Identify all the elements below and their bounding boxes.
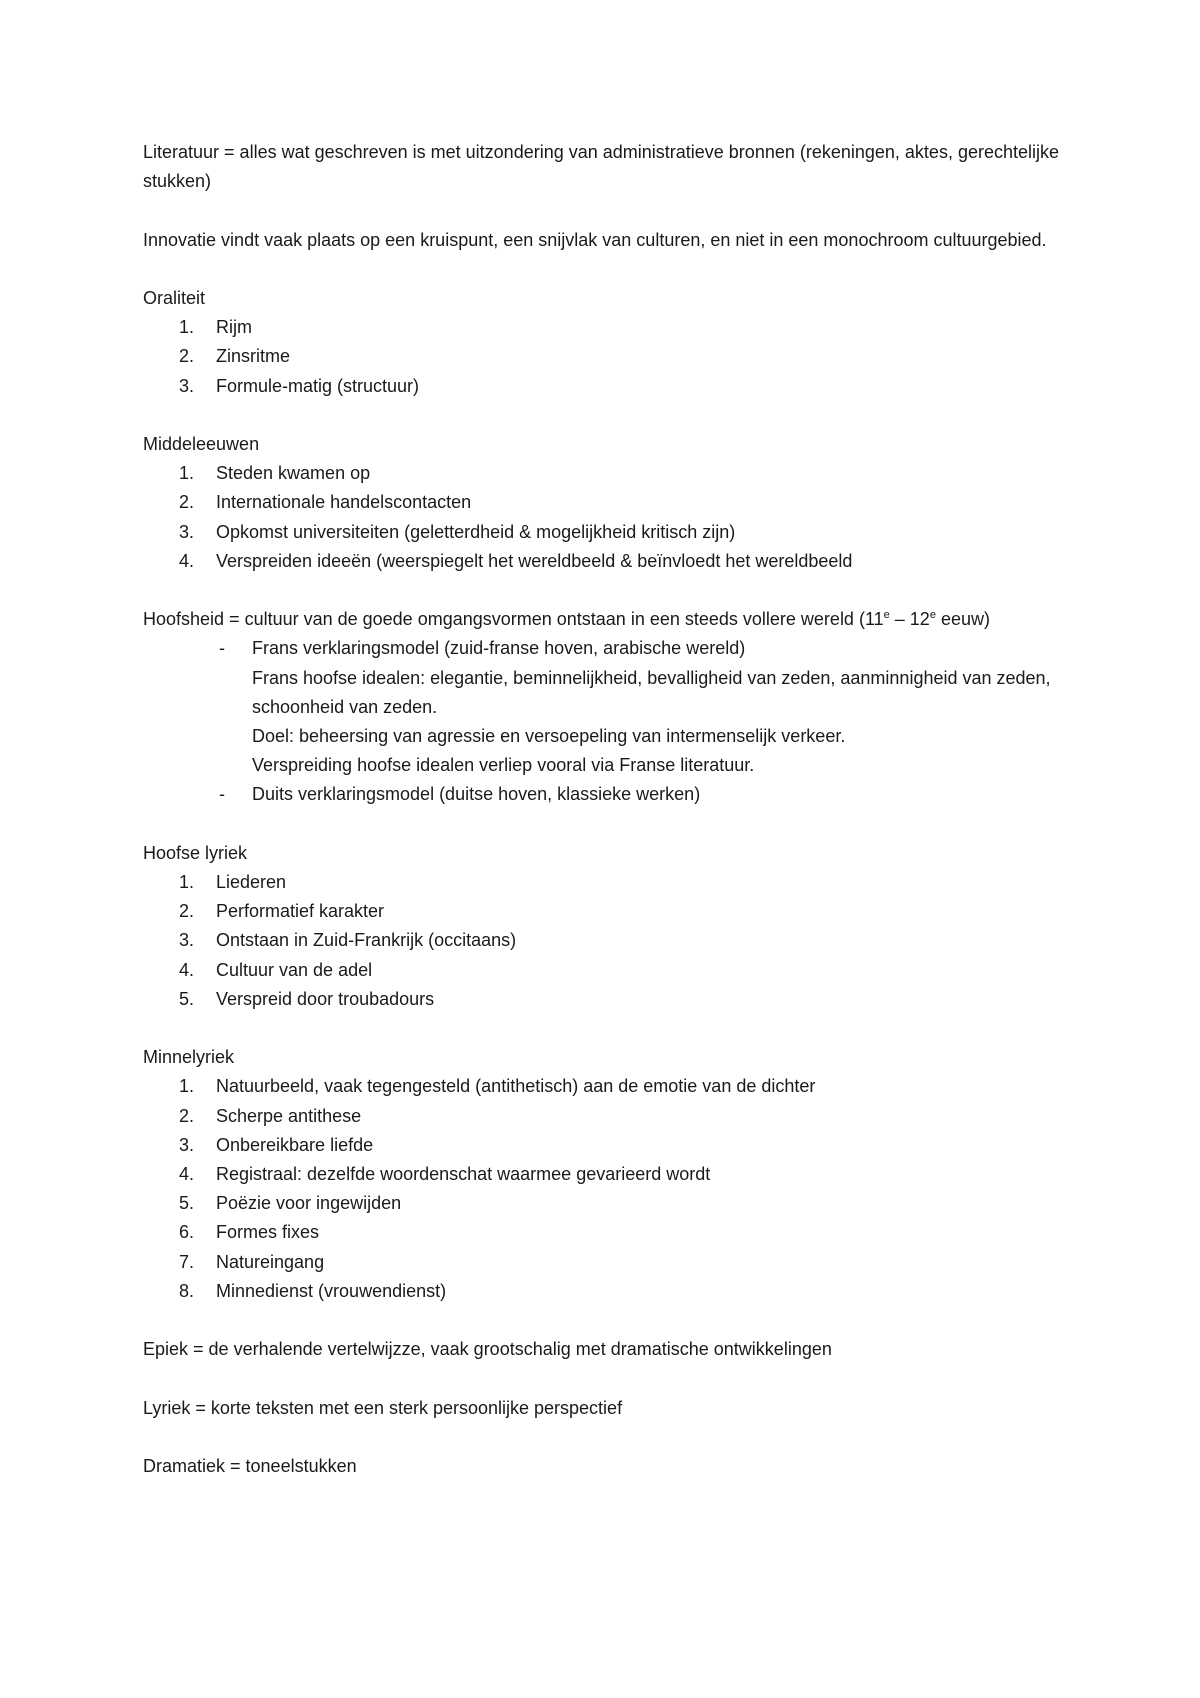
list-item: 7. Natureingang (179, 1251, 325, 1272)
hoofsheid-list (143, 634, 1083, 809)
lyriek-definition: Lyriek = korte teksten met een sterk persoonlijke perspectief (143, 1397, 623, 1418)
list-item: - Frans verklaringsmodel (zuid-franse hoven, arabische wereld) Frans hoofse idealen: elegantie, beminnelijkheid, bevalligheid van zeden, aanminnigheid van zeden, schoonheid van zeden. Doel: beheersing van agressie en versoepeling van intermenselijk verkeer. Verspreiding hoofse idealen verliep vooral via Franse literatuur. (219, 638, 1051, 776)
list-item: 1. Natuurbeeld, vaak tegengesteld (antithetisch) aan de emotie van de dichter (179, 1076, 816, 1097)
list-item: 2. Scherpe antithese (179, 1105, 362, 1126)
list-item: 1. Rijm (179, 317, 252, 338)
epiek-definition: Epiek = de verhalende vertelwijzze, vaak grootschalig met dramatische ontwikkelingen (143, 1339, 832, 1360)
list-item: 2. Zinsritme (179, 346, 291, 367)
list-item: 6. Formes fixes (179, 1222, 320, 1243)
oraliteit-list (143, 313, 1083, 401)
list-item: - Duits verklaringsmodel (duitse hoven, klassieke werken) (219, 784, 701, 805)
list-item: 4. Verspreiden ideeën (weerspiegelt het wereldbeeld & beïnvloedt het wereldbeeld (179, 550, 853, 571)
document-page (143, 138, 1083, 1481)
dramatiek-definition: Dramatiek = toneelstukken (143, 1456, 357, 1476)
list-item: 4. Cultuur van de adel (179, 959, 373, 980)
oraliteit-heading: Oraliteit (143, 287, 206, 308)
list-item: 3. Opkomst universiteiten (geletterdheid & mogelijkheid kritisch zijn) (179, 521, 736, 542)
list-item: 3. Ontstaan in Zuid-Frankrijk (occitaans) (179, 930, 517, 951)
minnelyriek-heading: Minnelyriek (143, 1047, 235, 1068)
literatuur-definition: Literatuur = alles wat geschreven is met uitzondering van administratieve bronnen (rekeningen, aktes, gerechtelijke stukken) (143, 142, 1060, 192)
hoofsheid-definition: Hoofsheid = cultuur van de goede omgangsvormen ontstaan in een steeds vollere wereld (11e – 12e eeuw) (143, 609, 990, 630)
list-item: 5. Poëzie voor ingewijden (179, 1193, 402, 1214)
innovatie-paragraph: Innovatie vindt vaak plaats op een kruispunt, een snijvlak van culturen, en niet in een monochroom cultuurgebied. (143, 229, 1047, 250)
hoofse-lyriek-heading: Hoofse lyriek (143, 842, 248, 863)
list-item: 3. Formule-matig (structuur) (179, 375, 420, 396)
list-item: 5. Verspreid door troubadours (179, 988, 435, 1009)
list-item: 1. Liederen (179, 872, 287, 892)
hoofse-lyriek-list (143, 868, 1083, 1014)
list-item: 2. Performatief karakter (179, 901, 385, 922)
list-item: 8. Minnedienst (vrouwendienst) (179, 1280, 447, 1301)
minnelyriek-list (143, 1072, 1083, 1306)
list-item: 1. Steden kwamen op (179, 463, 371, 484)
middeleeuwen-list (143, 459, 1083, 576)
middeleeuwen-heading: Middeleeuwen (143, 433, 260, 454)
list-item: 4. Registraal: dezelfde woordenschat waarmee gevarieerd wordt (179, 1164, 711, 1185)
list-item: 2. Internationale handelscontacten (179, 492, 472, 513)
list-item: 3. Onbereikbare liefde (179, 1134, 374, 1155)
